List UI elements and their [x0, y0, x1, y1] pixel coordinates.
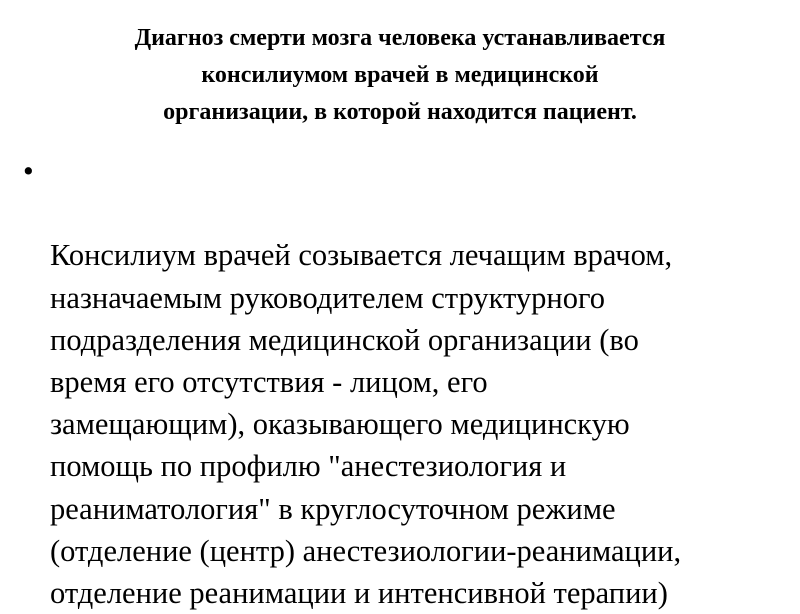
bullet-list — [18, 150, 788, 614]
bullet-item — [18, 150, 788, 614]
bullet-text: Консилиум врачей созывается лечащим врачом, назначаемым руководителем структурного подразделения медицинской организации (во время его отсутствия - лицом, его замещающим), оказывающего медицинскую помощь по профилю "анестезиология и реаниматология" в круглосуточном режиме (отделение (центр) анестезиологии-реанимации, отделение реанимации и интенсивной терапии) — [50, 238, 682, 611]
slide-title: Диагноз смерти мозга человека устанавливается консилиумом врачей в медицинской организации, в которой находится пациент. — [134, 25, 666, 125]
bullet-marker: • — [23, 154, 34, 188]
